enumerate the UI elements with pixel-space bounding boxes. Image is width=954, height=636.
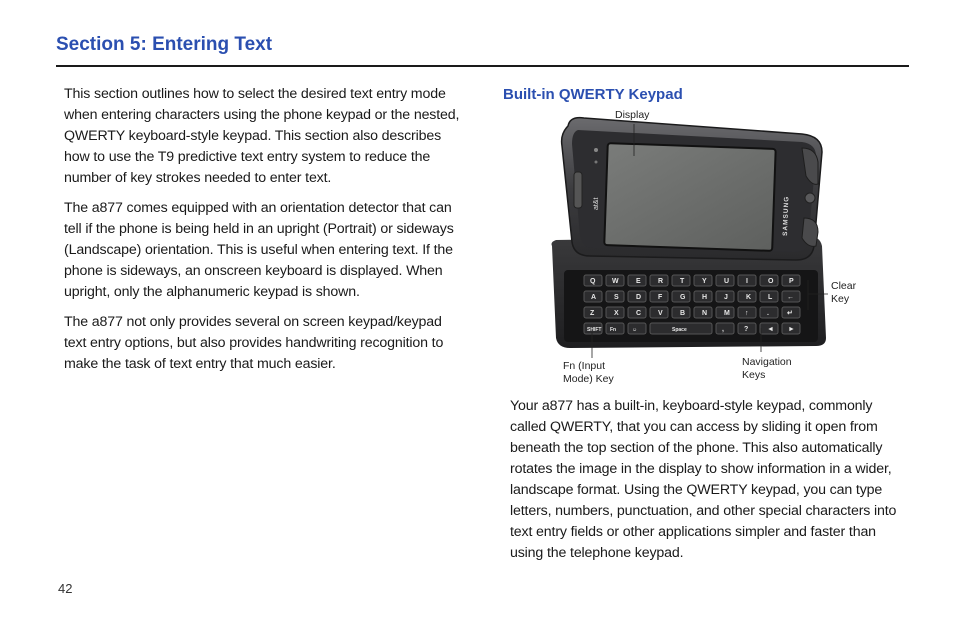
- svg-text:?: ?: [744, 326, 749, 333]
- svg-text:T: T: [680, 278, 685, 285]
- fn-key: SHIFT: [587, 327, 602, 333]
- svg-text:G: G: [680, 294, 686, 301]
- carrier-logo: at&t: [593, 197, 600, 210]
- svg-text:S: S: [614, 294, 619, 301]
- key-q: Q: [590, 278, 596, 285]
- svg-text:↵: ↵: [787, 310, 793, 317]
- display-callout: Display: [615, 109, 650, 121]
- svg-text:J: J: [724, 294, 728, 301]
- page-number: 42: [58, 581, 73, 596]
- handwriting-paragraph: The a877 not only provides several on screen keypad/keypad text entry options, but also provides handwriting recognition to make the task of text entry that much easier.: [64, 314, 444, 372]
- intro-paragraph: This section outlines how to select the desired text entry mode when entering characters using the phone keypad or the nested, QWERTY keyboard-style keypad. This section also describes how to use the T9 predictive text entry system to reduce the number of key strokes needed to enter text.: [64, 86, 460, 186]
- svg-text:V: V: [658, 310, 663, 317]
- phone-display: [604, 143, 775, 251]
- svg-text:Z: Z: [590, 310, 595, 317]
- phone-illustration: [540, 106, 900, 396]
- orientation-paragraph: The a877 comes equipped with an orientation detector that can tell if the phone is being held in an upright (Portrait) or sideways (Landscape) orientation. This is useful when entering text. If the phone is sideways, an onscreen keyboard is displayed. When upright, only the alphanumeric keypad is shown.: [64, 200, 454, 300]
- clear-key: ←: [787, 294, 794, 301]
- svg-text:C: C: [636, 310, 642, 317]
- clear-key-callout: Clear Key: [831, 280, 857, 305]
- right-column: [510, 396, 908, 573]
- svg-text:N: N: [702, 310, 708, 317]
- svg-text:E: E: [636, 278, 641, 285]
- svg-text:X: X: [614, 310, 619, 317]
- fn-key-callout: Fn (Input Mode) Key: [563, 360, 614, 385]
- svg-text:D: D: [636, 294, 642, 301]
- svg-text:I: I: [746, 278, 748, 285]
- svg-text:.: .: [767, 310, 769, 317]
- svg-text:O: O: [768, 278, 774, 285]
- phone-top-section: [562, 118, 822, 260]
- left-column: [64, 84, 464, 384]
- svg-text:K: K: [746, 294, 752, 301]
- svg-text:►: ►: [788, 326, 795, 333]
- svg-text:P: P: [789, 278, 794, 285]
- title-rule: [56, 65, 909, 67]
- svg-text:H: H: [702, 294, 708, 301]
- navigation-keys-callout: Navigation Keys: [742, 356, 792, 381]
- svg-text:↑: ↑: [745, 310, 749, 317]
- phone-figure: [540, 106, 900, 396]
- svg-text:L: L: [768, 294, 773, 301]
- key-row-4: [584, 323, 800, 334]
- section-title: Section 5: Entering Text: [56, 34, 273, 55]
- svg-text:U: U: [724, 278, 730, 285]
- svg-text:☺: ☺: [632, 327, 638, 333]
- svg-text:W: W: [612, 278, 619, 285]
- svg-text:◄: ◄: [767, 326, 774, 333]
- qwerty-body-paragraph: Your a877 has a built-in, keyboard-style keypad, commonly called QWERTY, that you can access by sliding it open from beneath the top section of the phone. This also automatically rotates the image in the display to show information in a wider, landscape format. Using the QWERTY keypad, you can type letters, numbers, punctuation, and other special characters into text entry fields or other applications simpler and faster than using the telephone keypad.: [510, 398, 897, 561]
- svg-text:A: A: [591, 294, 597, 301]
- svg-text:Fn: Fn: [610, 327, 617, 333]
- svg-text:F: F: [658, 294, 663, 301]
- svg-text:M: M: [724, 310, 730, 317]
- svg-text:Y: Y: [702, 278, 707, 285]
- svg-text:,: ,: [722, 326, 724, 333]
- space-key-label: Space: [672, 327, 687, 333]
- qwerty-subheading: Built-in QWERTY Keypad: [503, 86, 683, 103]
- svg-text:B: B: [680, 310, 686, 317]
- samsung-logo: SAMSUNG: [782, 195, 791, 237]
- svg-text:R: R: [658, 278, 664, 285]
